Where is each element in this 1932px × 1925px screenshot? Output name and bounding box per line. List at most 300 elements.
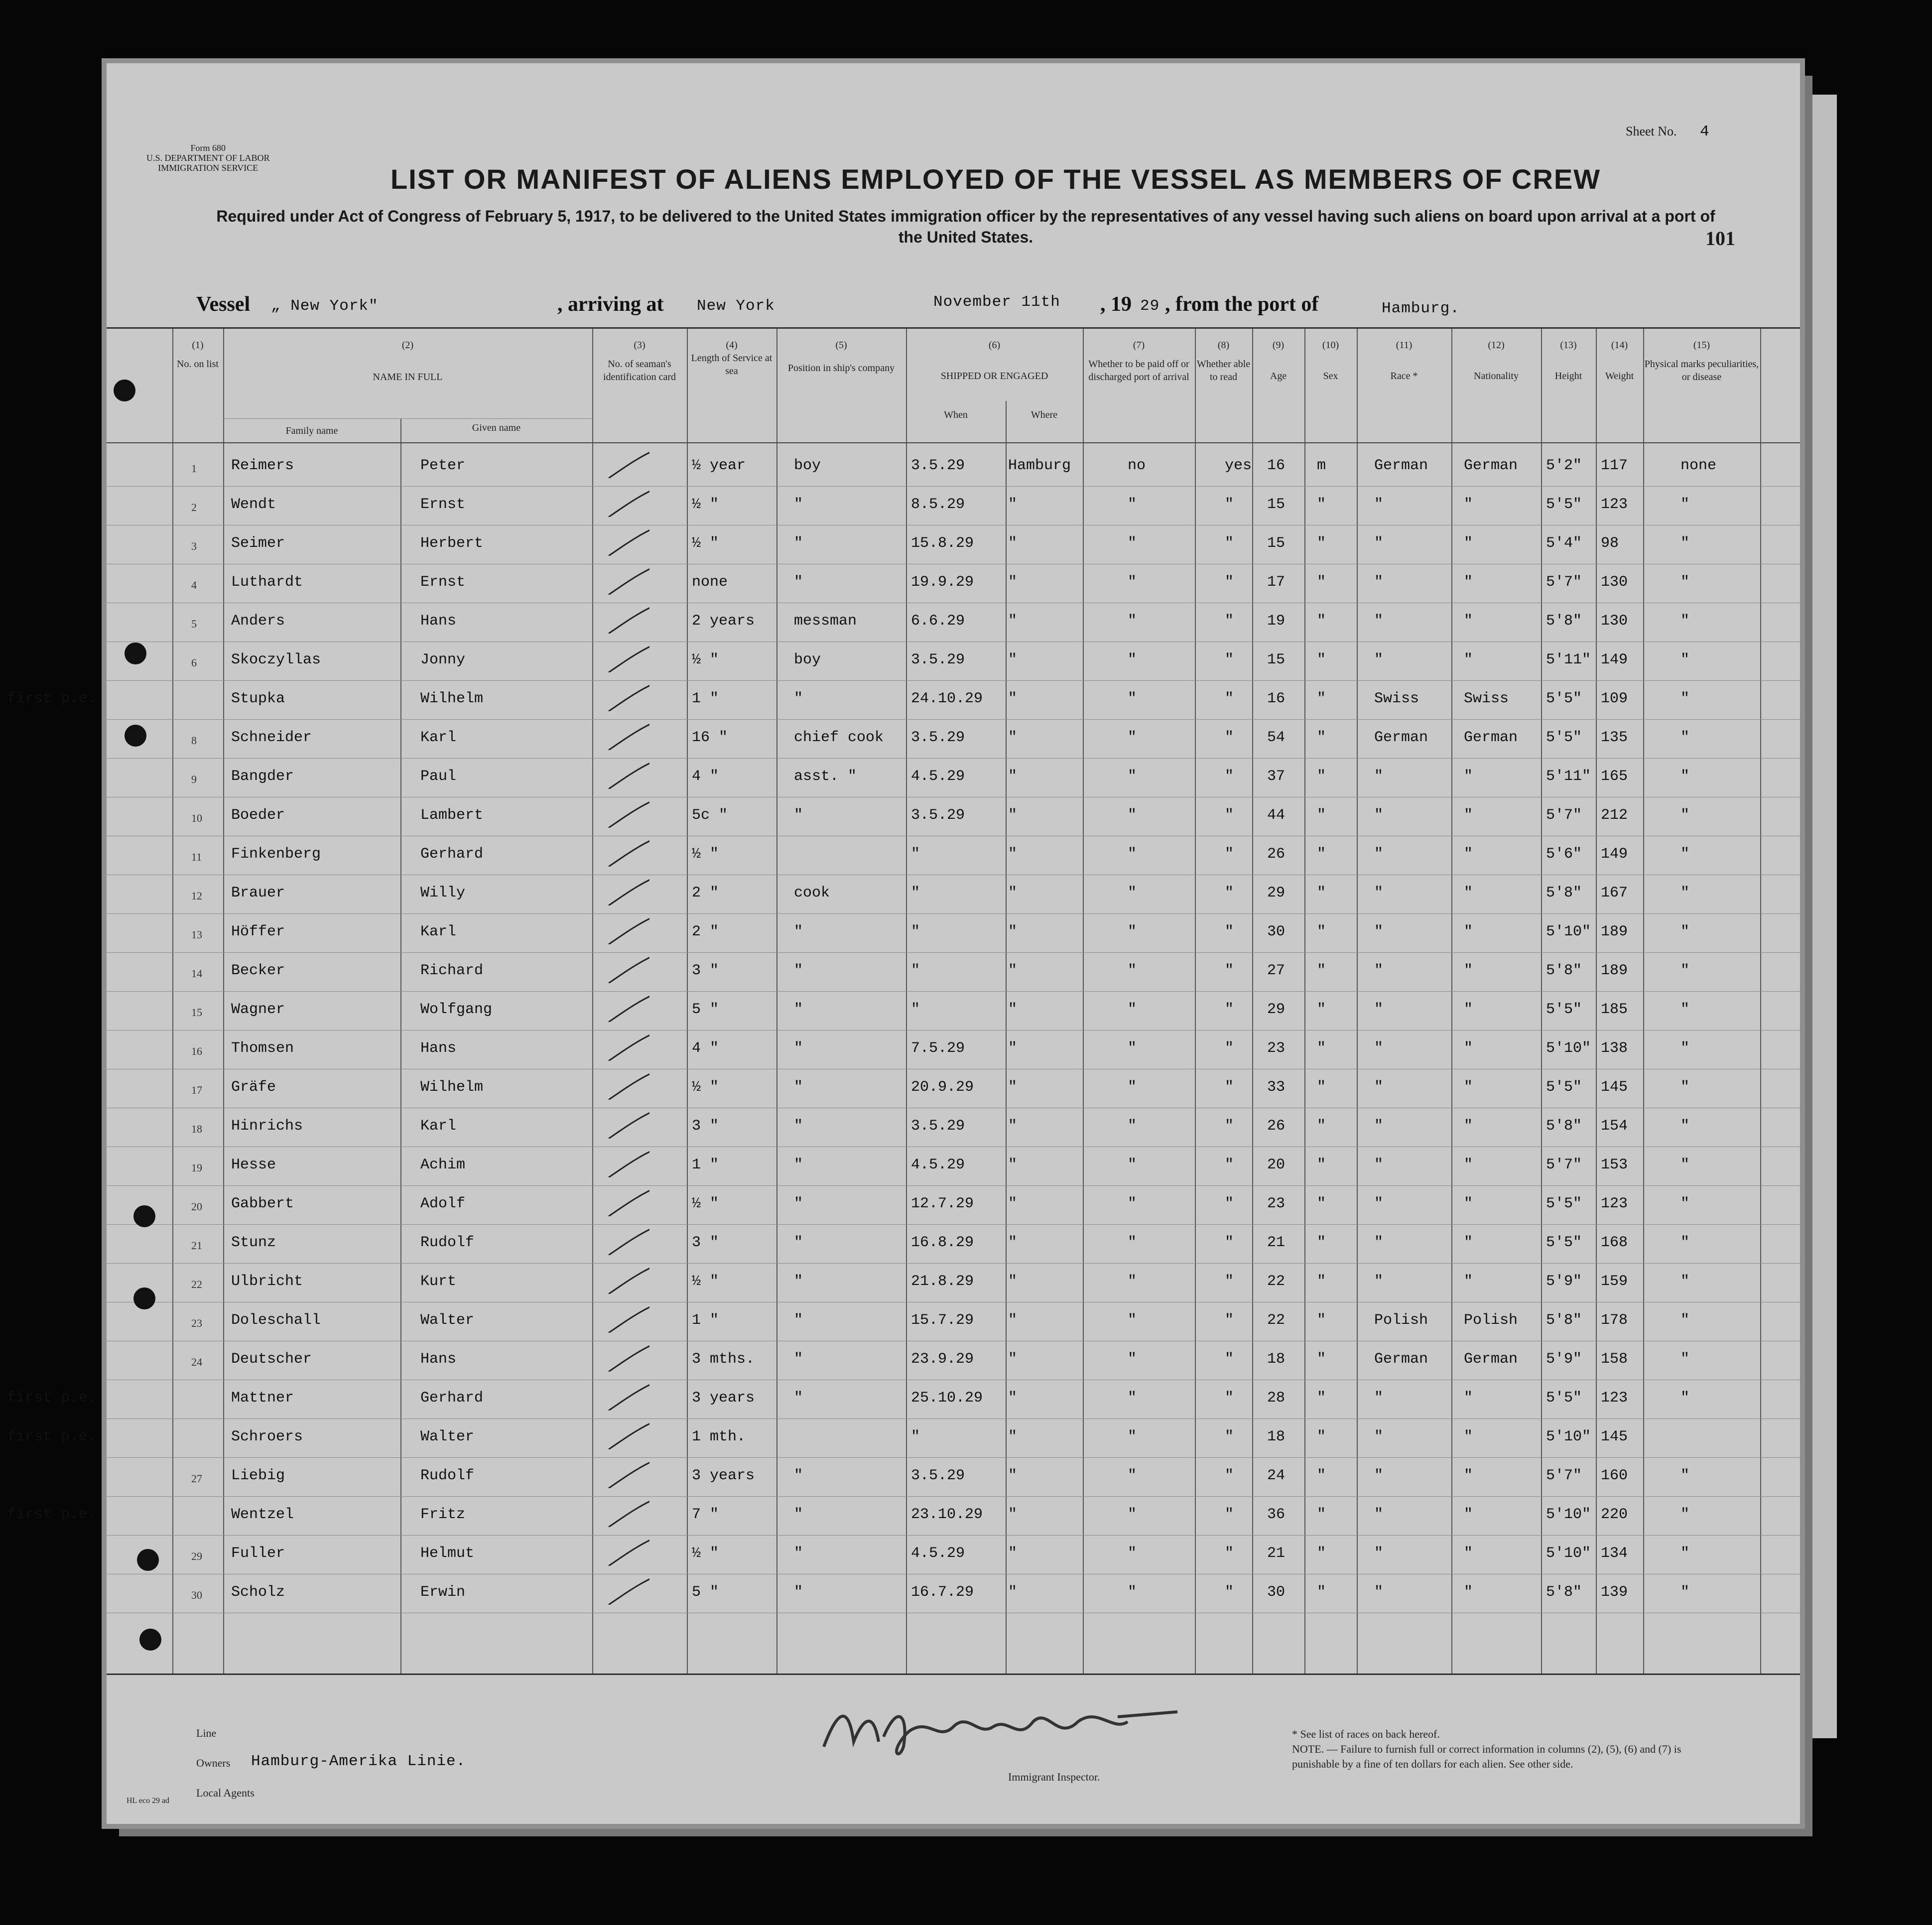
nationality: "	[1464, 1506, 1473, 1523]
sex: "	[1317, 690, 1326, 707]
nationality: "	[1464, 1467, 1473, 1484]
shipped-when: 4.5.29	[911, 768, 965, 785]
col-name-header: (2) NAME IN FULL	[373, 340, 443, 383]
shipped-where: "	[1008, 1040, 1018, 1057]
service-length: 16 "	[692, 729, 728, 746]
nationality: "	[1464, 1040, 1473, 1057]
nationality: "	[1464, 496, 1473, 513]
check-mark-icon	[605, 953, 649, 983]
given-name: Karl	[420, 729, 457, 746]
footnote	[1292, 1727, 1730, 1772]
position: "	[794, 1195, 803, 1212]
check-mark-icon	[605, 1109, 649, 1139]
age: 36	[1267, 1506, 1286, 1523]
shipped-when: 3.5.29	[911, 651, 965, 668]
weight: 123	[1601, 1390, 1628, 1407]
sex: "	[1317, 807, 1326, 824]
physical-marks: "	[1680, 729, 1690, 746]
paid-off: "	[1128, 1118, 1137, 1135]
check-mark-icon	[605, 1342, 649, 1372]
family-name: Brauer	[231, 885, 285, 901]
sex: "	[1317, 1273, 1326, 1290]
col-given-name-header: Given name	[472, 422, 521, 433]
binder-hole	[133, 1205, 155, 1227]
arrival-year: 29	[1140, 297, 1160, 315]
service-length: 1 "	[692, 1156, 719, 1173]
shipped-when: 3.5.29	[911, 457, 965, 474]
service-length: 3 "	[692, 962, 719, 979]
sex: "	[1317, 846, 1326, 863]
able-to-read: "	[1225, 1390, 1234, 1407]
weight: 212	[1601, 807, 1628, 824]
vessel-label: Vessel	[196, 293, 251, 316]
check-mark-icon	[605, 914, 649, 944]
given-name: Helmut	[420, 1545, 475, 1562]
physical-marks: "	[1680, 1040, 1690, 1057]
race: German	[1374, 457, 1428, 474]
row-number: 15	[191, 1006, 202, 1019]
given-name: Willy	[420, 885, 466, 901]
table-row	[107, 448, 1800, 487]
able-to-read: "	[1225, 962, 1234, 979]
paid-off: "	[1128, 1195, 1137, 1212]
race: "	[1374, 923, 1384, 940]
arrival-date: November 11th	[933, 293, 1060, 311]
row-number: 17	[191, 1084, 202, 1096]
service-length: ½ "	[692, 1195, 719, 1212]
margin-note: first p.e.	[7, 1390, 97, 1407]
table-row	[7, 1419, 1800, 1458]
service-length: ½ "	[692, 1079, 719, 1096]
family-name: Luthardt	[231, 574, 303, 591]
table-row	[107, 1575, 1800, 1614]
nationality: "	[1464, 1118, 1473, 1135]
service-length: 2 years	[692, 613, 755, 630]
sex: "	[1317, 1428, 1326, 1445]
table-row	[107, 953, 1800, 992]
shipped-where: "	[1008, 1312, 1018, 1329]
check-mark-icon	[605, 681, 649, 711]
paid-off: "	[1128, 1351, 1137, 1368]
shipped-where: "	[1008, 1001, 1018, 1018]
paid-off: "	[1128, 768, 1137, 785]
sex: "	[1317, 613, 1326, 630]
table-row	[107, 1536, 1800, 1575]
col-height-header: (13) Height	[1554, 340, 1582, 382]
height: 5'8"	[1546, 885, 1582, 901]
able-to-read: "	[1225, 1545, 1234, 1562]
shipped-when: "	[911, 1428, 920, 1445]
able-to-read: "	[1225, 1079, 1234, 1096]
race: "	[1374, 1195, 1384, 1212]
sheet-number	[1626, 123, 1710, 140]
service-length: ½ "	[692, 651, 719, 668]
margin-note: first p.e.	[7, 1506, 97, 1523]
height: 5'7"	[1546, 807, 1582, 824]
shipped-when: "	[911, 923, 920, 940]
position: chief cook	[794, 729, 884, 746]
height: 5'5"	[1546, 496, 1582, 513]
height: 5'5"	[1546, 729, 1582, 746]
check-mark-icon	[605, 1303, 649, 1333]
nationality: German	[1464, 1351, 1518, 1368]
race: "	[1374, 613, 1384, 630]
given-name: Ernst	[420, 496, 466, 513]
table-row	[107, 1342, 1800, 1381]
service-length: 3 years	[692, 1390, 755, 1407]
paid-off: "	[1128, 729, 1137, 746]
given-name: Gerhard	[420, 1390, 484, 1407]
table-row	[107, 837, 1800, 876]
family-name: Schroers	[231, 1428, 303, 1445]
physical-marks: "	[1680, 1467, 1690, 1484]
weight: 145	[1601, 1079, 1628, 1096]
able-to-read: "	[1225, 1428, 1234, 1445]
height: 5'4"	[1546, 535, 1582, 552]
able-to-read: yes	[1225, 457, 1252, 474]
sex: "	[1317, 1040, 1326, 1057]
sex: "	[1317, 885, 1326, 901]
weight: 154	[1601, 1118, 1628, 1135]
shipped-where: "	[1008, 496, 1018, 513]
position: "	[794, 1001, 803, 1018]
height: 5'7"	[1546, 574, 1582, 591]
service-length: 4 "	[692, 1040, 719, 1057]
race: German	[1374, 1351, 1428, 1368]
shipped-where: "	[1008, 807, 1018, 824]
age: 33	[1267, 1079, 1286, 1096]
sex: "	[1317, 768, 1326, 785]
physical-marks: "	[1680, 885, 1690, 901]
document-title: LIST OR MANIFEST OF ALIENS EMPLOYED OF THE VESSEL AS MEMBERS OF CREW	[390, 163, 1601, 195]
nationality: "	[1464, 1195, 1473, 1212]
check-mark-icon	[605, 1225, 649, 1255]
age: 27	[1267, 962, 1286, 979]
table-row	[107, 759, 1800, 798]
service-length: 5c "	[692, 807, 728, 824]
position: "	[794, 1506, 803, 1523]
able-to-read: "	[1225, 1040, 1234, 1057]
sex: "	[1317, 1079, 1326, 1096]
check-mark-icon	[605, 1148, 649, 1177]
race: "	[1374, 1118, 1384, 1135]
race: "	[1374, 535, 1384, 552]
row-number: 29	[191, 1550, 202, 1562]
service-length: 5 "	[692, 1584, 719, 1601]
physical-marks: "	[1680, 574, 1690, 591]
shipped-when: 15.7.29	[911, 1312, 974, 1329]
position: asst. "	[794, 768, 857, 785]
family-name: Höffer	[231, 923, 285, 940]
height: 5'11"	[1546, 768, 1591, 785]
able-to-read: "	[1225, 535, 1234, 552]
family-name: Bangder	[231, 768, 294, 785]
paid-off: "	[1128, 535, 1137, 552]
height: 5'7"	[1546, 1467, 1582, 1484]
paid-off: "	[1128, 1467, 1137, 1484]
inspector-label: Immigrant Inspector.	[1008, 1771, 1100, 1783]
table-row	[107, 565, 1800, 604]
able-to-read: "	[1225, 1506, 1234, 1523]
family-name: Deutscher	[231, 1351, 312, 1368]
family-name: Wendt	[231, 496, 276, 513]
sex: "	[1317, 574, 1326, 591]
shipped-when: 25.10.29	[911, 1390, 983, 1407]
family-name: Stunz	[231, 1234, 276, 1251]
height: 5'10"	[1546, 1428, 1591, 1445]
position: cook	[794, 885, 830, 901]
given-name: Walter	[420, 1428, 475, 1445]
nationality: "	[1464, 1390, 1473, 1407]
weight: 189	[1601, 923, 1628, 940]
given-name: Wilhelm	[420, 1079, 484, 1096]
binder-hole	[133, 1287, 155, 1309]
col-weight-header: (14) Weight	[1605, 340, 1634, 382]
age: 44	[1267, 807, 1286, 824]
age: 29	[1267, 1001, 1286, 1018]
weight: 139	[1601, 1584, 1628, 1601]
shipped-where: "	[1008, 729, 1018, 746]
physical-marks: "	[1680, 768, 1690, 785]
physical-marks: "	[1680, 1506, 1690, 1523]
family-name: Thomsen	[231, 1040, 294, 1057]
given-name: Lambert	[420, 807, 484, 824]
age: 26	[1267, 846, 1286, 863]
sex: "	[1317, 1506, 1326, 1523]
shipped-where: "	[1008, 1118, 1018, 1135]
binder-hole	[125, 725, 146, 747]
service-length: 1 "	[692, 690, 719, 707]
weight: 158	[1601, 1351, 1628, 1368]
check-mark-icon	[605, 1070, 649, 1100]
table-row	[107, 487, 1800, 526]
position: "	[794, 1079, 803, 1096]
nationality: "	[1464, 768, 1473, 785]
binder-hole	[114, 380, 135, 401]
shipped-when: 16.7.29	[911, 1584, 974, 1601]
given-name: Hans	[420, 1351, 457, 1368]
service-length: 1 "	[692, 1312, 719, 1329]
shipped-where: "	[1008, 1195, 1018, 1212]
col-paid-off-header: (7) Whether to be paid off or discharged port of arrival	[1088, 340, 1189, 383]
check-mark-icon	[605, 1381, 649, 1411]
age: 16	[1267, 690, 1286, 707]
height: 5'5"	[1546, 1234, 1582, 1251]
row-number: 8	[191, 734, 197, 747]
height: 5'9"	[1546, 1351, 1582, 1368]
able-to-read: "	[1225, 807, 1234, 824]
service-length: 2 "	[692, 923, 719, 940]
shipped-where: "	[1008, 690, 1018, 707]
service-length: 1 mth.	[692, 1428, 746, 1445]
given-name: Peter	[420, 457, 466, 474]
nationality: "	[1464, 962, 1473, 979]
age: 30	[1267, 923, 1286, 940]
position: "	[794, 1312, 803, 1329]
shipped-where: "	[1008, 962, 1018, 979]
shipped-where: "	[1008, 651, 1018, 668]
able-to-read: "	[1225, 690, 1234, 707]
paid-off: "	[1128, 574, 1137, 591]
service-length: ½ "	[692, 535, 719, 552]
check-mark-icon	[605, 1458, 649, 1488]
shipped-where: "	[1008, 885, 1018, 901]
height: 5'5"	[1546, 1195, 1582, 1212]
age: 24	[1267, 1467, 1286, 1484]
height: 5'5"	[1546, 690, 1582, 707]
able-to-read: "	[1225, 1312, 1234, 1329]
age: 29	[1267, 885, 1286, 901]
weight: 130	[1601, 574, 1628, 591]
race: "	[1374, 1234, 1384, 1251]
inspector-signature	[819, 1687, 1267, 1767]
weight: 165	[1601, 768, 1628, 785]
table-row	[107, 604, 1800, 642]
able-to-read: "	[1225, 885, 1234, 901]
race: "	[1374, 1545, 1384, 1562]
position: "	[794, 807, 803, 824]
height: 5'8"	[1546, 1312, 1582, 1329]
race: "	[1374, 846, 1384, 863]
shipped-where: "	[1008, 1273, 1018, 1290]
paid-off: "	[1128, 962, 1137, 979]
paid-off: "	[1128, 846, 1137, 863]
able-to-read: "	[1225, 574, 1234, 591]
nationality: "	[1464, 1273, 1473, 1290]
arrival-port: New York	[697, 297, 775, 315]
sex: "	[1317, 496, 1326, 513]
row-number: 9	[191, 773, 197, 785]
position: "	[794, 1351, 803, 1368]
check-mark-icon	[605, 526, 649, 556]
shipped-when: 23.10.29	[911, 1506, 983, 1523]
table-row	[107, 1109, 1800, 1148]
nationality: "	[1464, 1156, 1473, 1173]
sex: "	[1317, 1584, 1326, 1601]
race: Polish	[1374, 1312, 1428, 1329]
check-mark-icon	[605, 1536, 649, 1566]
physical-marks: "	[1680, 651, 1690, 668]
paid-off: "	[1128, 1156, 1137, 1173]
sex: "	[1317, 1156, 1326, 1173]
row-number: 4	[191, 579, 197, 591]
race: "	[1374, 1467, 1384, 1484]
paid-off: "	[1128, 690, 1137, 707]
departure-port: Hamburg.	[1382, 300, 1460, 317]
shipped-where: Hamburg	[1008, 457, 1071, 474]
row-number: 21	[191, 1239, 202, 1252]
physical-marks: "	[1680, 1195, 1690, 1212]
race: "	[1374, 1001, 1384, 1018]
age: 15	[1267, 535, 1286, 552]
col-service-header: (4) Length of Service at sea	[691, 340, 773, 377]
age: 30	[1267, 1584, 1286, 1601]
position: "	[794, 1467, 803, 1484]
row-number: 6	[191, 656, 197, 669]
physical-marks: none	[1680, 457, 1717, 474]
col-age-header: (9) Age	[1270, 340, 1287, 382]
shipped-when: 21.8.29	[911, 1273, 974, 1290]
shipped-when: 15.8.29	[911, 535, 974, 552]
check-mark-icon	[605, 798, 649, 828]
service-length: ½ year	[692, 457, 746, 474]
height: 5'8"	[1546, 962, 1582, 979]
year-label: , 19	[1100, 293, 1132, 316]
physical-marks: "	[1680, 1001, 1690, 1018]
able-to-read: "	[1225, 729, 1234, 746]
row-number: 3	[191, 540, 197, 552]
paid-off: "	[1128, 1545, 1137, 1562]
check-mark-icon	[605, 837, 649, 867]
sex: "	[1317, 962, 1326, 979]
binder-hole	[125, 642, 146, 664]
family-name: Fuller	[231, 1545, 285, 1562]
nationality: "	[1464, 1234, 1473, 1251]
table-row	[107, 1031, 1800, 1070]
weight: 149	[1601, 651, 1628, 668]
shipped-when: "	[911, 846, 920, 863]
height: 5'10"	[1546, 923, 1591, 940]
height: 5'6"	[1546, 846, 1582, 863]
table-row	[107, 720, 1800, 759]
row-number: 19	[191, 1161, 202, 1174]
table-row	[107, 1458, 1800, 1497]
physical-marks: "	[1680, 1234, 1690, 1251]
able-to-read: "	[1225, 1234, 1234, 1251]
family-name: Gabbert	[231, 1195, 294, 1212]
given-name: Achim	[420, 1156, 466, 1173]
margin-note: first p.e.	[7, 1428, 97, 1445]
given-name: Gerhard	[420, 846, 484, 863]
age: 28	[1267, 1390, 1286, 1407]
col-no-header: (1) No. on list	[177, 340, 219, 370]
service-length: 3 "	[692, 1118, 719, 1135]
height: 5'10"	[1546, 1506, 1591, 1523]
age: 17	[1267, 574, 1286, 591]
col-race-header: (11) Race *	[1390, 340, 1418, 382]
nationality: "	[1464, 1428, 1473, 1445]
given-name: Ernst	[420, 574, 466, 591]
able-to-read: "	[1225, 651, 1234, 668]
weight: 145	[1601, 1428, 1628, 1445]
table-row	[107, 1070, 1800, 1109]
document-subtitle: Required under Act of Congress of February 5, 1917, to be delivered to the United States immigration officer by the representatives of any vessel having such aliens on board upon arrival at a port of the United States.	[216, 207, 1715, 246]
arriving-label: , arriving at	[557, 293, 664, 316]
paid-off: "	[1128, 1312, 1137, 1329]
shipped-when: 23.9.29	[911, 1351, 974, 1368]
print-code: HL eco 29 ad	[127, 1797, 170, 1805]
nationality: "	[1464, 846, 1473, 863]
race: German	[1374, 729, 1428, 746]
table-row	[107, 992, 1800, 1031]
able-to-read: "	[1225, 496, 1234, 513]
given-name: Walter	[420, 1312, 475, 1329]
shipped-where: "	[1008, 613, 1018, 630]
able-to-read: "	[1225, 613, 1234, 630]
position: "	[794, 923, 803, 940]
shipped-when: 8.5.29	[911, 496, 965, 513]
family-name: Doleschall	[231, 1312, 321, 1329]
service-length: none	[692, 574, 728, 591]
physical-marks: "	[1680, 807, 1690, 824]
paid-off: "	[1128, 885, 1137, 901]
given-name: Paul	[420, 768, 457, 785]
height: 5'8"	[1546, 1118, 1582, 1135]
able-to-read: "	[1225, 923, 1234, 940]
height: 5'8"	[1546, 1584, 1582, 1601]
nationality: "	[1464, 613, 1473, 630]
physical-marks: "	[1680, 496, 1690, 513]
